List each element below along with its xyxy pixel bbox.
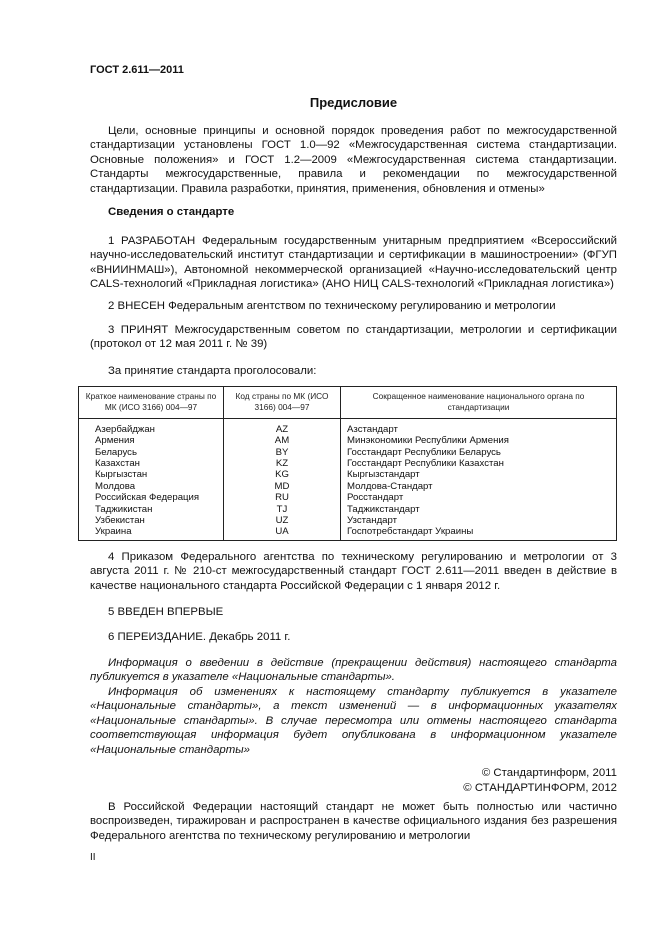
copyright-2012: © СТАНДАРТИНФОРМ, 2012 [463,782,617,794]
cell-code: UA [224,526,341,540]
page-title: Предисловие [309,95,398,110]
vote-intro: За принятие стандарта проголосовали: [108,365,317,377]
table-row [79,504,617,515]
cell-country: Казахстан [79,458,224,469]
cell-standards-body: Госстандарт Республики Казахстан [341,458,617,469]
cell-standards-body: Молдова-Стандарт [341,481,617,492]
column-header-body: Сокращенное наименование национального органа по стандартизации [341,387,617,419]
table-row [79,526,617,540]
notice-changes: Информация об изменениях к настоящему стандарту публикуется в указателе «Национальные стандарты», а текст изменений — в информационных указателях «Национальные стандарты». В случае пересмотра или отмены настоящего стандарта соответствующая информация будет опубликована в информационном указателе «Национальные стандарты» [90,686,617,756]
cell-standards-body: Росстандарт [341,492,617,503]
item-6-reissue: 6 ПЕРЕИЗДАНИЕ. Декабрь 2011 г. [108,631,291,643]
cell-country: Украина [79,526,224,540]
cell-standards-body: Узстандарт [341,515,617,526]
cell-country: Азербайджан [79,418,224,435]
cell-code: BY [224,447,341,458]
table-row [79,458,617,469]
cell-standards-body: Госпотребстандарт Украины [341,526,617,540]
cell-country: Российская Федерация [79,492,224,503]
cell-standards-body: Госстандарт Республики Беларусь [341,447,617,458]
cell-country: Беларусь [79,447,224,458]
table-row [79,515,617,526]
table-row [79,435,617,446]
column-header-country: Краткое наименование страны по МК (ИСО 3166) 004—97 [79,387,224,419]
copyright-2011: © Стандартинформ, 2011 [481,767,617,779]
cell-standards-body: Кыргызстандарт [341,469,617,480]
column-header-code: Код страны по МК (ИСО 3166) 004—97 [224,387,341,419]
table-row [79,481,617,492]
cell-code: AZ [224,418,341,435]
cell-standards-body: Таджикстандарт [341,504,617,515]
cell-code: MD [224,481,341,492]
table-row [79,447,617,458]
cell-code: RU [224,492,341,503]
table-row [79,492,617,503]
reproduction-restriction: В Российской Федерации настоящий стандарт не может быть полностью или частично воспроизведен, тиражирован и распространен в качестве официального издания без разрешения Федерального агентства по техническому регулированию и метрологии [90,801,617,842]
section-heading: Сведения о стандарте [108,206,235,218]
cell-standards-body: Азстандарт [341,418,617,435]
cell-country: Таджикистан [79,504,224,515]
cell-code: KZ [224,458,341,469]
item-2-submitted: 2 ВНЕСЕН Федеральным агентством по техническому регулированию и метрологии [108,300,556,312]
cell-country: Молдова [79,481,224,492]
document-id: ГОСТ 2.611—2011 [90,64,184,76]
cell-country: Армения [79,435,224,446]
page-number: II [90,852,96,863]
table-row [79,418,617,435]
item-5-first-introduced: 5 ВВЕДЕН ВПЕРВЫЕ [108,606,224,618]
cell-country: Узбекистан [79,515,224,526]
voting-table [78,386,617,541]
table-row [79,469,617,480]
cell-code: UZ [224,515,341,526]
item-1-developed: 1 РАЗРАБОТАН Федеральным государственным унитарным предприятием «Всероссийский научно-исследовательский институт стандартизации и сертификации в машиностроении» (ФГУП «ВНИИНМАШ»), Автономной некоммерческой организацией «Научно-исследовательский центр CALS-технологий «Прикладная логистика» (АНО НИЦ CALS-технологий «Прикладная логистика») [90,235,617,291]
item-4-order: 4 Приказом Федерального агентства по техническому регулированию и метрологии от 3 августа 2011 г. № 210-ст межгосударственный стандарт ГОСТ 2.611—2011 введен в действие в качестве национального стандарта Российской Федерации с 1 января 2012 г. [90,551,617,592]
intro-paragraph: Цели, основные принципы и основной порядок проведения работ по межгосударственной стандартизации установлены ГОСТ 1.0—92 «Межгосударственная система стандартизации. Основные положения» и ГОСТ 1.2—2009 «Межгосударственная система стандартизации. Стандарты межгосударственные, правила и рекомендации по межгосударственной стандартизации. Правила разработки, принятия, применения, обновления и отмены» [90,125,617,195]
cell-code: AM [224,435,341,446]
cell-country: Кыргызстан [79,469,224,480]
cell-standards-body: Минэкономики Республики Армения [341,435,617,446]
item-3-adopted: 3 ПРИНЯТ Межгосударственным советом по стандартизации, метрологии и сертификации (протокол от 12 мая 2011 г. № 39) [90,324,617,351]
cell-code: TJ [224,504,341,515]
cell-code: KG [224,469,341,480]
notice-introduction: Информация о введении в действие (прекращении действия) настоящего стандарта публикуется в указателе «Национальные стандарты». [90,657,617,684]
